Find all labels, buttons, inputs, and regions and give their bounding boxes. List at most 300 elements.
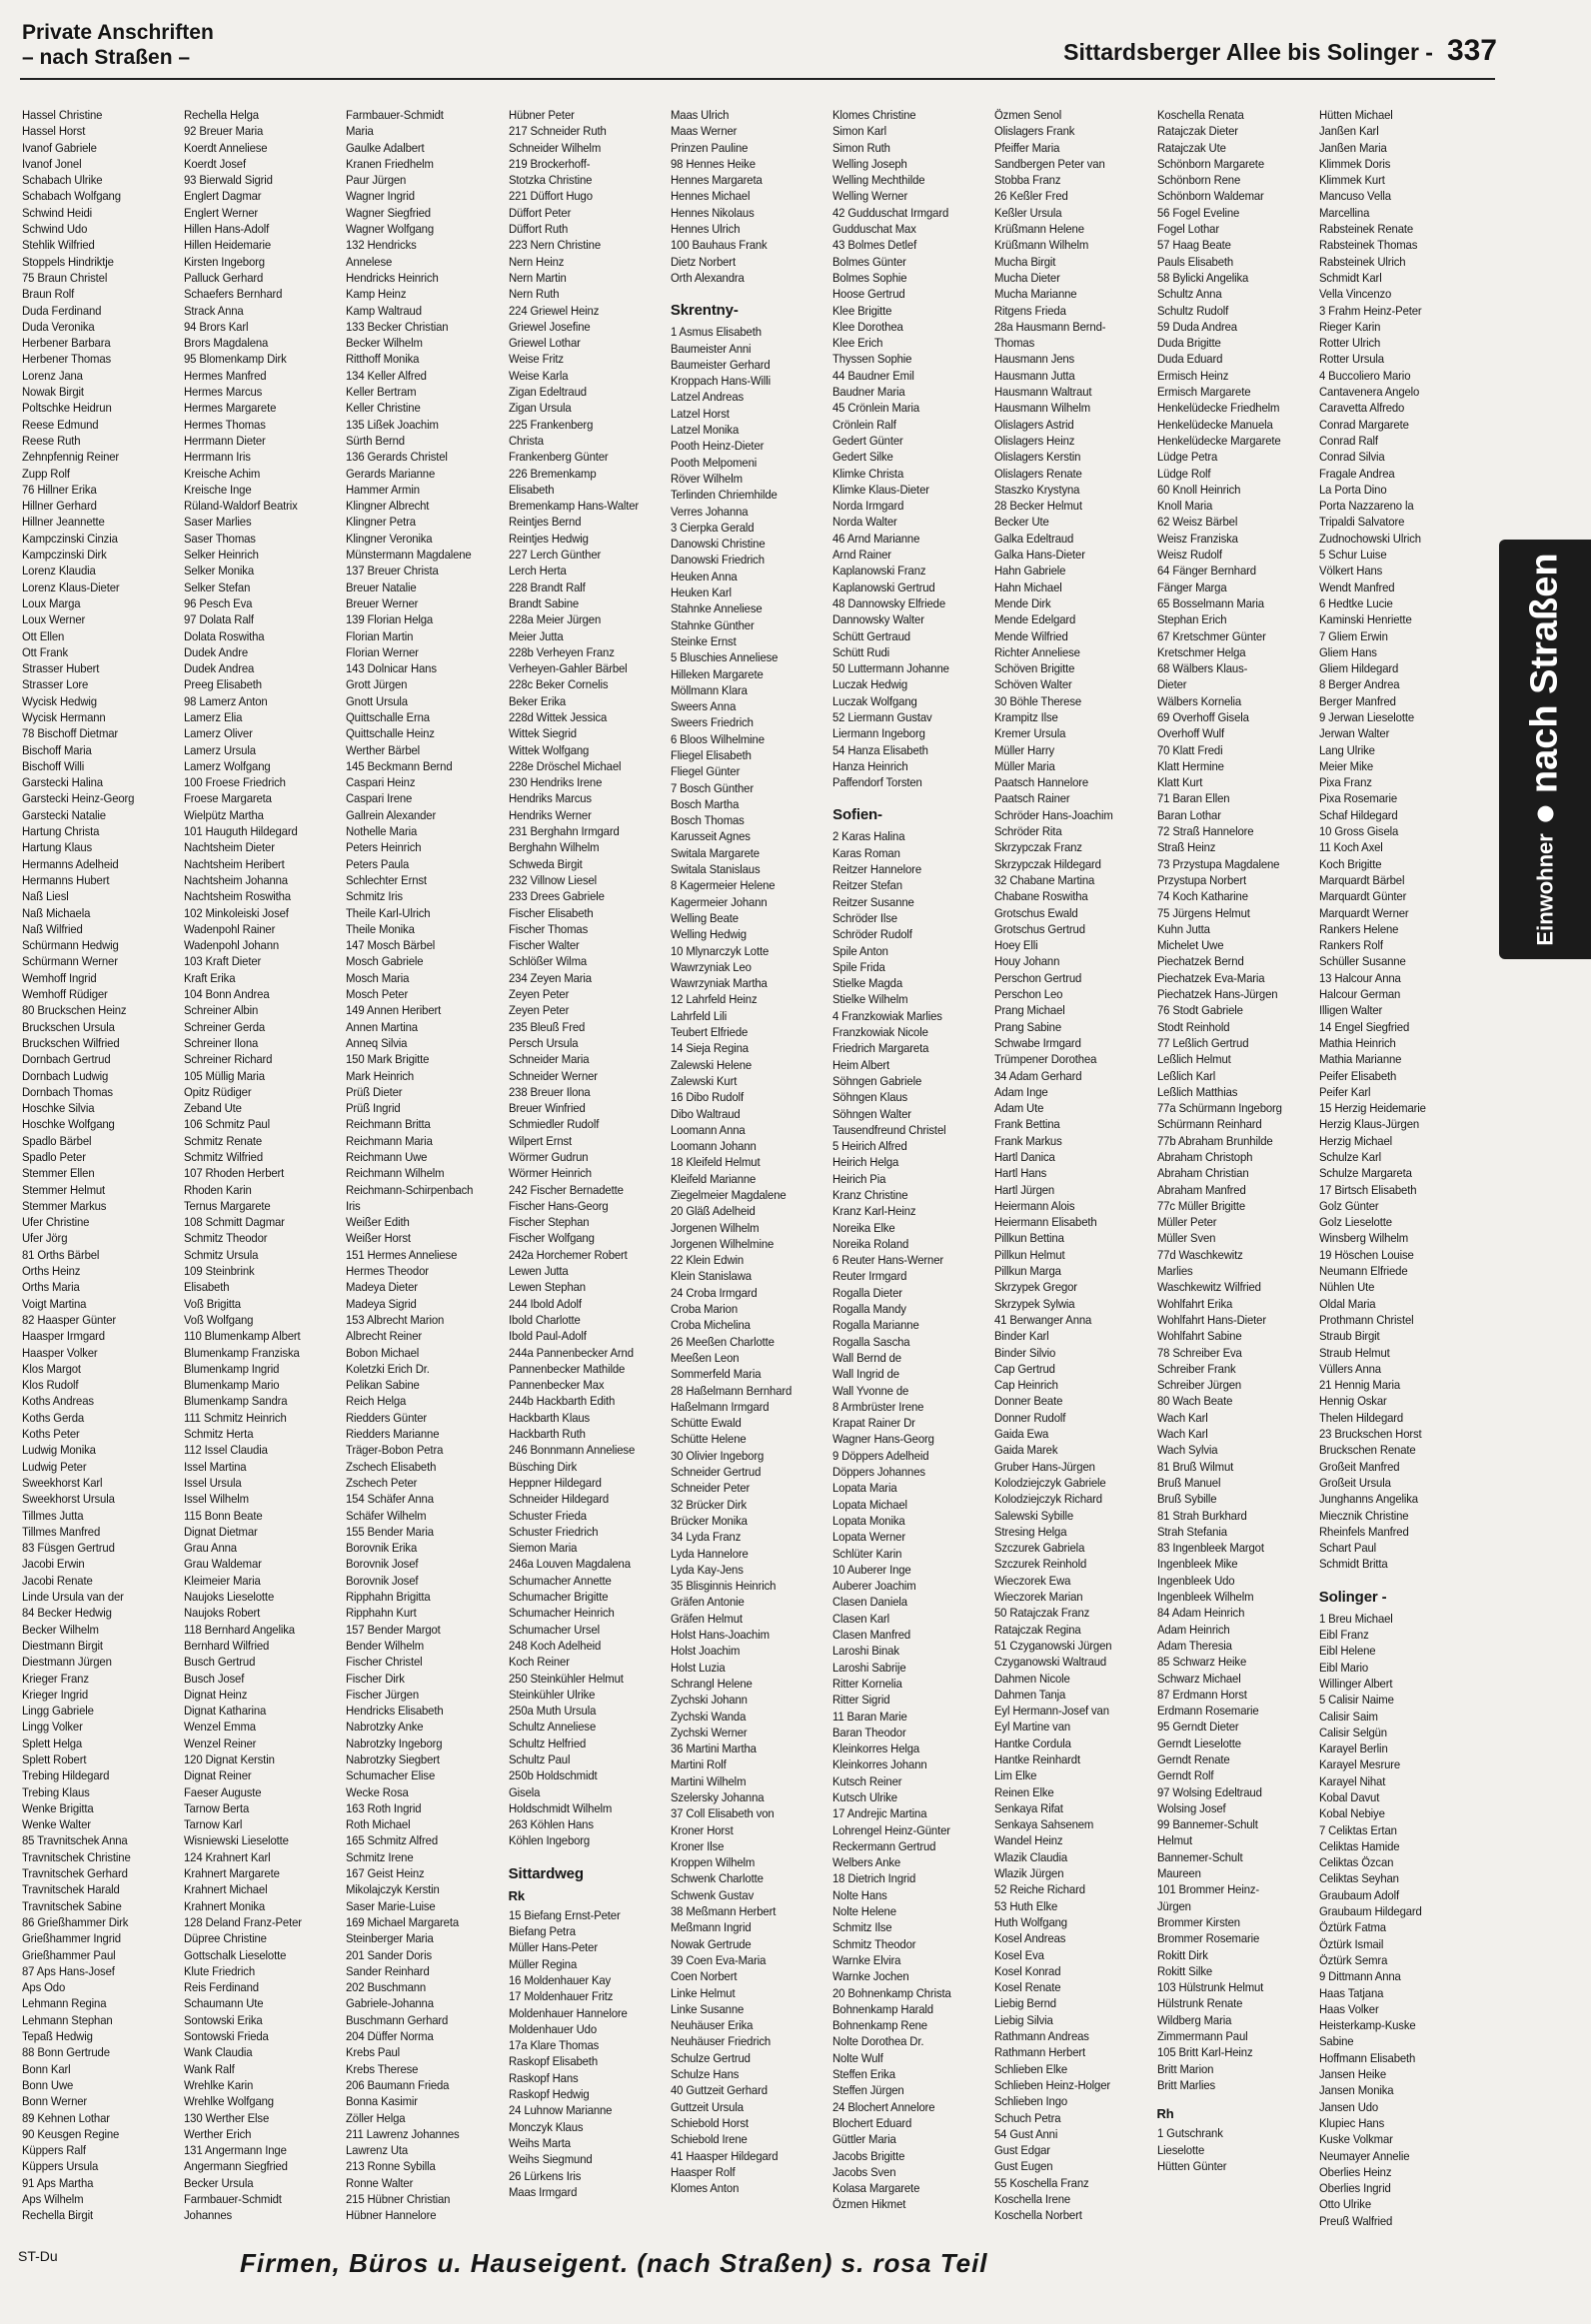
resident-entry: Travnitschek Sabine xyxy=(22,1898,122,1913)
resident-entry: 131 Angermann Inge xyxy=(184,2143,287,2158)
resident-entry: Golz Günter xyxy=(1318,1198,1379,1213)
resident-entry: Gliem Hans xyxy=(1318,644,1377,659)
resident-entry: 62 Weisz Bärbel xyxy=(1156,515,1237,530)
resident-entry: 77 Leßlich Gertrud xyxy=(1156,1035,1248,1050)
resident-entry: 137 Breuer Christa xyxy=(346,564,440,579)
resident-entry: Schmitz Iris xyxy=(346,889,404,904)
resident-entry: 154 Schäfer Anna xyxy=(346,1492,435,1507)
resident-entry: Clasen Manfred xyxy=(832,1628,911,1643)
resident-entry: Kagermeier Johann xyxy=(670,894,768,909)
resident-entry: Wecke Rosa xyxy=(346,1784,410,1799)
resident-entry: 157 Bender Margot xyxy=(346,1622,442,1637)
resident-entry: Martini Rolf xyxy=(670,1757,727,1772)
district-code: Rh xyxy=(1156,2106,1174,2122)
resident-entry: 17 Birtsch Elisabeth xyxy=(1318,1182,1417,1197)
resident-entry: 244a Pannenbecker Arnd xyxy=(508,1345,634,1360)
resident-entry: Brücker Monika xyxy=(670,1513,748,1528)
resident-entry: Nolte Dorothea Dr. xyxy=(832,2034,924,2049)
resident-entry: Miecznik Christine xyxy=(1318,1508,1409,1523)
resident-entry: Fischer Elisabeth xyxy=(508,905,594,920)
resident-entry: Voigt Martina xyxy=(22,1296,87,1311)
street-heading: Sittardweg xyxy=(508,1864,584,1882)
resident-entry: 228d Wittek Jessica xyxy=(508,709,607,724)
resident-entry: Weißer Edith xyxy=(346,1215,411,1230)
resident-entry: Ziegelmeier Magdalene xyxy=(670,1188,787,1202)
resident-entry: Pillkun Marga xyxy=(994,1264,1062,1279)
resident-entry: Sommerfeld Maria xyxy=(670,1367,762,1382)
resident-entry: Schütte Helene xyxy=(670,1432,747,1447)
resident-entry: Klatt Hermine xyxy=(1156,758,1224,773)
resident-entry: Mende Dirk xyxy=(994,595,1051,610)
resident-entry: 5 Calisir Naime xyxy=(1318,1693,1394,1708)
resident-entry: Wohlfahrt Hans-Dieter xyxy=(1156,1312,1266,1327)
resident-entry: 10 Mlynarczyk Lotte xyxy=(670,943,770,958)
resident-entry: Holst Joachim xyxy=(670,1644,741,1659)
resident-entry: Baran Theodor xyxy=(832,1725,906,1740)
resident-entry: Duda Ferdinand xyxy=(22,303,102,318)
resident-entry: Berghahn Wilhelm xyxy=(508,840,600,855)
resident-entry: 97 Dolata Ralf xyxy=(184,612,255,627)
resident-entry: Bobon Michael xyxy=(346,1345,420,1360)
resident-entry: Zschech Peter xyxy=(346,1475,418,1490)
resident-entry: Reitzer Hannelore xyxy=(832,862,922,877)
resident-entry: Halcour German xyxy=(1318,987,1400,1002)
resident-entry: Leßlich Helmut xyxy=(1156,1052,1231,1067)
resident-entry: Wisniewski Lieselotte xyxy=(184,1833,290,1848)
resident-entry: Büsching Dirk xyxy=(508,1459,577,1474)
resident-entry: Marcellina xyxy=(1318,205,1370,220)
resident-entry: Peters Heinrich xyxy=(346,840,422,855)
resident-entry: Mathia Marianne xyxy=(1318,1052,1402,1067)
resident-entry: Salewski Sybille xyxy=(994,1508,1074,1523)
street-range: Sittardsberger Allee bis Solinger - xyxy=(1063,39,1433,65)
resident-entry: Klee Dorothea xyxy=(832,319,903,334)
resident-entry: Grott Jürgen xyxy=(346,677,408,692)
resident-entry: Kranen Friedhelm xyxy=(346,156,435,171)
resident-entry: 37 Coll Elisabeth von xyxy=(670,1806,775,1821)
resident-entry: Staszko Krystyna xyxy=(994,482,1080,497)
resident-entry: Mucha Marianne xyxy=(994,287,1077,302)
resident-entry: Hartung Klaus xyxy=(22,840,93,855)
resident-entry: Norda Irmgard xyxy=(832,499,904,514)
resident-entry: 8 Armbrüster Irene xyxy=(832,1399,924,1414)
resident-entry: Schultz Rudolf xyxy=(1156,303,1228,318)
resident-entry: Trebing Hildegard xyxy=(22,1768,110,1783)
resident-entry: Kutsch Reiner xyxy=(832,1773,902,1788)
resident-entry: 34 Adam Gerhard xyxy=(994,1068,1082,1083)
resident-entry: Kampczinski Cinzia xyxy=(22,531,118,546)
resident-entry: Träger-Bobon Petra xyxy=(346,1443,444,1458)
resident-entry: Jansen Udo xyxy=(1318,2099,1378,2114)
resident-entry: Thelen Hildegard xyxy=(1318,1410,1403,1425)
resident-entry: Fliegel Elisabeth xyxy=(670,747,752,762)
resident-entry: Graubaum Hildegard xyxy=(1318,1904,1422,1919)
resident-entry: Maas Werner xyxy=(670,124,738,139)
resident-entry: Wawrzyniak Leo xyxy=(670,959,752,974)
resident-entry: Schlieben Heinz-Holger xyxy=(994,2077,1111,2092)
resident-entry: Grießhammer Paul xyxy=(22,1947,116,1962)
resident-entry: Cap Heinrich xyxy=(994,1378,1059,1393)
resident-entry: 86 Grießhammer Dirk xyxy=(22,1914,129,1929)
resident-entry: 228a Meier Jürgen xyxy=(508,612,601,627)
resident-entry: Becker Wilhelm xyxy=(346,336,424,351)
resident-entry: Ratajczak Regina xyxy=(994,1622,1081,1637)
resident-entry: 108 Schmitt Dagmar xyxy=(184,1215,286,1230)
resident-entry: Hendriks Marcus xyxy=(508,791,592,806)
resident-entry: Przystupa Norbert xyxy=(1156,872,1246,887)
resident-entry: Schwind Udo xyxy=(22,222,88,237)
resident-entry: Kleinkorres Helga xyxy=(832,1742,920,1756)
resident-entry: Hoose Gertrud xyxy=(832,287,905,302)
resident-entry: Bonn Werner xyxy=(22,2094,88,2109)
resident-entry: Becker Ursula xyxy=(184,2175,254,2190)
resident-entry: Dieter xyxy=(1156,677,1186,692)
resident-entry: 7 Gliem Erwin xyxy=(1318,628,1388,643)
resident-entry: Söhngen Gabriele xyxy=(832,1073,922,1088)
resident-entry: Lopata Maria xyxy=(832,1481,897,1496)
resident-entry: Schönborn Rene xyxy=(1156,173,1240,188)
resident-entry: Perschon Gertrud xyxy=(994,970,1082,985)
resident-entry: Wenke Brigitta xyxy=(22,1800,94,1815)
resident-entry: Klimke Klaus-Dieter xyxy=(832,482,929,497)
resident-entry: Straub Birgit xyxy=(1318,1329,1380,1344)
resident-entry: Tripaldi Salvatore xyxy=(1318,515,1405,530)
resident-entry: Heuken Anna xyxy=(670,569,738,583)
resident-entry: Lamerz Wolfgang xyxy=(184,758,271,773)
resident-entry: Wall Yvonne de xyxy=(832,1383,909,1398)
resident-entry: Zeyen Peter xyxy=(508,1003,569,1018)
resident-entry: Latzel Monika xyxy=(670,423,739,438)
resident-entry: Blumenkamp Sandra xyxy=(184,1394,288,1409)
resident-entry: Pauls Elisabeth xyxy=(1156,254,1233,269)
resident-entry: Bohnenkamp Rene xyxy=(832,2018,928,2033)
resident-entry: Schütt Rudi xyxy=(832,644,890,659)
resident-entry: Nachtsheim Heribert xyxy=(184,856,285,871)
resident-entry: Lüdge Petra xyxy=(1156,450,1217,465)
resident-entry: 83 Ingenbleek Margot xyxy=(1156,1541,1264,1556)
resident-entry: Kleifeld Marianne xyxy=(670,1171,757,1186)
resident-entry: Czyganowski Waltraud xyxy=(994,1655,1107,1670)
street-heading: Solinger - xyxy=(1318,1588,1387,1606)
resident-entry: Aps Wilhelm xyxy=(22,2192,84,2206)
resident-entry: Waschkewitz Wilfried xyxy=(1156,1280,1261,1295)
resident-entry: Schwenk Gustav xyxy=(670,1887,754,1902)
resident-entry: 134 Keller Alfred xyxy=(346,368,428,383)
resident-entry: 76 Stodt Gabriele xyxy=(1156,1003,1243,1018)
resident-entry: Bosch Martha xyxy=(670,796,740,811)
resident-entry: Lyda Hannelore xyxy=(670,1546,749,1561)
resident-entry: Grotschus Ewald xyxy=(994,905,1078,920)
resident-entry: 219 Brockerhoff- xyxy=(508,156,591,171)
resident-entry: 15 Herzig Heidemarie xyxy=(1318,1101,1426,1116)
resident-entry: Holst Hans-Joachim xyxy=(670,1628,770,1643)
resident-entry: Fragale Andrea xyxy=(1318,466,1395,481)
resident-entry: 30 Böhle Therese xyxy=(994,693,1082,708)
resident-entry: Schlüter Karin xyxy=(832,1546,902,1561)
resident-entry: Nabrotzky Anke xyxy=(346,1720,424,1735)
resident-entry: Hendricks Heinrich xyxy=(346,270,440,285)
resident-entry: Gudduschat Max xyxy=(832,222,916,237)
resident-entry: Conrad Ralf xyxy=(1318,433,1378,448)
resident-entry: Lamerz Elia xyxy=(184,709,243,724)
resident-entry: Tausendfreund Christel xyxy=(832,1122,946,1137)
section-tab-line1: Einwohner xyxy=(1532,833,1557,946)
resident-entry: Winsberg Wilhelm xyxy=(1318,1231,1408,1246)
resident-entry: 246a Louven Magdalena xyxy=(508,1557,631,1572)
resident-entry: Houy Johann xyxy=(994,954,1060,969)
resident-entry: Voß Brigitta xyxy=(184,1296,242,1311)
resident-entry: Ingenbleek Mike xyxy=(1156,1557,1238,1572)
resident-entry: Schwabe Irmgard xyxy=(994,1035,1082,1050)
resident-entry: Großeit Ursula xyxy=(1318,1475,1391,1490)
resident-entry: Kroner Horst xyxy=(670,1822,734,1837)
resident-entry: 10 Auberer Inge xyxy=(832,1562,911,1577)
resident-entry: Lorenz Jana xyxy=(22,368,83,383)
resident-entry: Kleinkorres Johann xyxy=(832,1757,927,1772)
resident-entry: Lerch Herta xyxy=(508,564,567,579)
resident-entry: Schönborn Margarete xyxy=(1156,156,1264,171)
resident-entry: Möllmann Klara xyxy=(670,682,748,697)
resident-entry: 43 Bolmes Detlef xyxy=(832,238,917,253)
resident-entry: 17a Klare Thomas xyxy=(508,2038,599,2053)
resident-entry: 30 Olivier Ingeborg xyxy=(670,1448,764,1463)
resident-entry: 135 Lißek Joachim xyxy=(346,417,440,432)
resident-entry: 75 Braun Christel xyxy=(22,270,108,285)
resident-entry: Clasen Karl xyxy=(832,1611,890,1626)
resident-entry: Vüllers Anna xyxy=(1318,1361,1381,1376)
resident-entry: Annen Martina xyxy=(346,1019,419,1034)
resident-entry: Neuhäuser Erika xyxy=(670,2018,754,2033)
resident-entry: Graubaum Adolf xyxy=(1318,1887,1399,1902)
resident-entry: Sontowski Erika xyxy=(184,2012,263,2027)
resident-entry: Kreische Inge xyxy=(184,482,252,497)
resident-entry: 250a Muth Ursula xyxy=(508,1704,596,1719)
resident-entry: Perschon Leo xyxy=(994,987,1063,1002)
resident-entry: 147 Mosch Bärbel xyxy=(346,938,436,953)
resident-entry: 228e Dröschel Michael xyxy=(508,758,622,773)
resident-entry: Wolsing Josef xyxy=(1156,1800,1226,1815)
resident-entry: Hülstrunk Renate xyxy=(1156,1996,1242,2011)
resident-entry: Lamerz Oliver xyxy=(184,726,253,741)
resident-entry: Albrecht Reiner xyxy=(346,1329,423,1344)
resident-entry: Schabach Ulrike xyxy=(22,173,103,188)
resident-entry: Trümpener Dorothea xyxy=(994,1052,1097,1067)
resident-entry: Kroppen Wilhelm xyxy=(670,1855,756,1870)
resident-entry: Ludwig Monika xyxy=(22,1443,96,1458)
resident-entry: Preuß Walfried xyxy=(1318,2213,1392,2228)
directory-column xyxy=(184,107,340,2235)
resident-entry: Hassel Christine xyxy=(22,108,103,122)
resident-entry: Farmbauer-Schmidt xyxy=(346,108,445,122)
bullet-icon xyxy=(1537,805,1553,821)
resident-entry: Orths Maria xyxy=(22,1280,80,1295)
resident-entry: 235 Bleuß Fred xyxy=(508,1019,585,1034)
resident-entry: Galka Hans-Dieter xyxy=(994,548,1086,563)
resident-entry: Sweekhorst Karl xyxy=(22,1475,103,1490)
resident-entry: 14 Engel Siegfried xyxy=(1318,1019,1409,1034)
resident-entry: Selker Heinrich xyxy=(184,548,259,563)
resident-entry: Schreiner Ilona xyxy=(184,1035,259,1050)
resident-entry: Linke Susanne xyxy=(670,2001,745,2016)
resident-entry: Bischoff Maria xyxy=(22,742,92,757)
resident-entry: Tepaß Hedwig xyxy=(22,2029,93,2044)
resident-entry: Kolasa Margarete xyxy=(832,2181,920,2196)
resident-entry: Tillmes Jutta xyxy=(22,1508,84,1523)
resident-entry: Senkaya Sahsenem xyxy=(994,1817,1094,1832)
resident-entry: Buschmann Gerhard xyxy=(346,2012,449,2027)
resident-entry: Marquardt Günter xyxy=(1318,889,1406,904)
resident-entry: Paatsch Hannelore xyxy=(994,775,1089,790)
resident-entry: Schumacher Brigitte xyxy=(508,1590,609,1605)
resident-entry: Heuken Karl xyxy=(670,585,732,600)
resident-entry: Herbener Barbara xyxy=(22,336,111,351)
resident-entry: Kobal Davut xyxy=(1318,1789,1379,1804)
resident-entry: Fischer Jürgen xyxy=(346,1687,420,1702)
resident-entry: Johannes xyxy=(184,2208,233,2223)
resident-entry: 76 Hillner Erika xyxy=(22,482,97,497)
spacer xyxy=(509,1849,654,1859)
resident-entry: Hoffmann Elisabeth xyxy=(1318,2050,1415,2065)
resident-entry: Lyda Kay-Jens xyxy=(670,1562,744,1577)
resident-entry: Danowski Friedrich xyxy=(670,553,765,568)
resident-entry: Cap Gertrud xyxy=(994,1361,1056,1376)
resident-entry: Zalewski Kurt xyxy=(670,1073,738,1088)
resident-entry: Szelersky Johanna xyxy=(670,1789,765,1804)
resident-entry: Oldal Maria xyxy=(1318,1296,1376,1311)
resident-entry: Hillen Hans-Adolf xyxy=(184,222,270,237)
resident-entry: Kroppach Hans-Willi xyxy=(670,374,771,389)
resident-entry: Brommer Rosemarie xyxy=(1156,1931,1259,1946)
resident-entry: Strasser Lore xyxy=(22,677,89,692)
resident-entry: Haasper Irmgard xyxy=(22,1329,105,1344)
resident-entry: Schmitz Irene xyxy=(346,1849,414,1864)
resident-entry: 105 Müllig Maria xyxy=(184,1068,266,1083)
header-title: Private Anschriften xyxy=(22,21,214,44)
resident-entry: 91 Aps Martha xyxy=(22,2175,94,2190)
resident-entry: Bruckschen Ursula xyxy=(22,1019,115,1034)
resident-entry: Pillkun Helmut xyxy=(994,1247,1065,1262)
resident-entry: 22 Klein Edwin xyxy=(670,1253,744,1268)
resident-entry: Borovnik Josef xyxy=(346,1557,419,1572)
resident-entry: Schürmann Hedwig xyxy=(22,938,119,953)
resident-entry: 227 Lerch Günther xyxy=(508,548,601,563)
resident-entry: Mikolajczyk Kerstin xyxy=(346,1882,441,1897)
resident-entry: 244b Hackbarth Edith xyxy=(508,1394,615,1409)
resident-entry: Rabsteinek Ulrich xyxy=(1318,254,1406,269)
resident-entry: Özmen Hikmet xyxy=(832,2197,906,2212)
resident-entry: Neumayer Annelie xyxy=(1318,2148,1410,2163)
resident-entry: Bruckschen Wilfried xyxy=(22,1035,120,1050)
resident-entry: 250b Holdschmidt xyxy=(508,1768,598,1783)
resident-entry: Gnott Ursula xyxy=(346,693,409,708)
resident-entry: Ufer Christine xyxy=(22,1215,90,1230)
resident-entry: 16 Dibo Rudolf xyxy=(670,1090,744,1105)
resident-entry: Trebing Klaus xyxy=(22,1784,90,1799)
resident-entry: Kamp Heinz xyxy=(346,287,407,302)
resident-entry: Kolodziejczyk Richard xyxy=(994,1492,1103,1507)
resident-entry: Travnitschek Harald xyxy=(22,1882,120,1897)
resident-entry: Wohlfahrt Sabine xyxy=(1156,1329,1242,1344)
resident-entry: Splett Robert xyxy=(22,1751,87,1766)
resident-entry: 1 Asmus Elisabeth xyxy=(670,325,762,340)
resident-entry: Overhoff Wulf xyxy=(1156,726,1224,741)
resident-entry: Münstermann Magdalene xyxy=(346,548,473,563)
resident-entry: Schulze Margareta xyxy=(1318,1166,1412,1181)
resident-entry: Heirich Pia xyxy=(832,1171,886,1186)
resident-entry: 24 Croba Irmgard xyxy=(670,1285,758,1300)
resident-entry: Stodt Reinhold xyxy=(1156,1019,1229,1034)
resident-entry: Kosel Eva xyxy=(994,1947,1045,1962)
resident-entry: Müller Maria xyxy=(994,758,1056,773)
resident-entry: Ratajczak Dieter xyxy=(1156,124,1238,139)
resident-entry: Nolte Helene xyxy=(832,1904,896,1919)
resident-entry: Gaulke Adalbert xyxy=(346,140,426,155)
resident-entry: Klein Stanislawa xyxy=(670,1269,752,1284)
resident-entry: Haasper Rolf xyxy=(670,2164,736,2179)
resident-entry: Wank Ralf xyxy=(184,2061,235,2076)
resident-entry: 94 Brors Karl xyxy=(184,319,249,334)
resident-entry: Henkelüdecke Margarete xyxy=(1156,433,1281,448)
resident-entry: Reich Helga xyxy=(346,1394,407,1409)
resident-entry: 42 Gudduschat Irmgard xyxy=(832,205,949,220)
resident-entry: Küppers Ralf xyxy=(22,2143,86,2158)
resident-entry: Zöller Helga xyxy=(346,2110,406,2125)
resident-entry: Gräfen Antonie xyxy=(670,1595,745,1610)
resident-entry: Hantke Reinhardt xyxy=(994,1751,1081,1766)
resident-entry: 20 Gläß Adelheid xyxy=(670,1204,756,1219)
resident-entry: 89 Kehnen Lothar xyxy=(22,2110,110,2125)
resident-entry: 132 Hendricks xyxy=(346,238,418,253)
resident-entry: Schweda Birgit xyxy=(508,856,583,871)
resident-entry: Stobba Franz xyxy=(994,173,1061,188)
resident-entry: Naß Liesl xyxy=(22,889,69,904)
resident-entry: Spile Frida xyxy=(832,959,885,974)
resident-entry: Knoll Maria xyxy=(1156,499,1212,514)
resident-entry: Wach Karl xyxy=(1156,1427,1208,1442)
resident-entry: Bender Wilhelm xyxy=(346,1638,425,1653)
resident-entry: Lehmann Regina xyxy=(22,1996,107,2011)
resident-entry: Breuer Werner xyxy=(346,595,419,610)
resident-entry: Wittek Siegrid xyxy=(508,726,577,741)
resident-entry: Steinkühler Ulrike xyxy=(508,1687,595,1702)
resident-entry: Wlazik Jürgen xyxy=(994,1866,1064,1881)
resident-entry: Verres Johanna xyxy=(670,504,749,519)
resident-entry: Schultz Anna xyxy=(1156,287,1222,302)
resident-entry: Heiermann Alois xyxy=(994,1198,1075,1213)
resident-entry: 211 Lawrenz Johannes xyxy=(346,2126,461,2141)
resident-entry: Switala Stanislaus xyxy=(670,862,761,877)
resident-entry: Großeit Manfred xyxy=(1318,1459,1400,1474)
resident-entry: Olislagers Frank xyxy=(994,124,1075,139)
header-right xyxy=(1063,34,1497,68)
resident-entry: Schultz Helfried xyxy=(508,1736,586,1750)
resident-entry: 153 Albrecht Marion xyxy=(346,1312,445,1327)
resident-entry: 50 Ratajczak Franz xyxy=(994,1606,1090,1621)
resident-entry: Britt Marion xyxy=(1156,2061,1213,2076)
resident-entry: Klimmek Doris xyxy=(1318,156,1391,171)
resident-entry: Schuster Friedrich xyxy=(508,1524,599,1539)
resident-entry: Selker Monika xyxy=(184,564,255,579)
resident-entry: Madeya Dieter xyxy=(346,1280,419,1295)
resident-entry: Krahnert Monika xyxy=(184,1898,266,1913)
resident-entry: Rogalla Marianne xyxy=(832,1318,919,1333)
resident-entry: Schreiner Gerda xyxy=(184,1019,266,1034)
resident-entry: Latzel Horst xyxy=(670,406,730,421)
resident-entry: 5 Bluschies Anneliese xyxy=(670,650,779,665)
resident-entry: 18 Kleifeld Helmut xyxy=(670,1155,761,1170)
resident-entry: Binder Silvio xyxy=(994,1345,1056,1360)
resident-entry: Skrzypek Gregor xyxy=(994,1280,1078,1295)
